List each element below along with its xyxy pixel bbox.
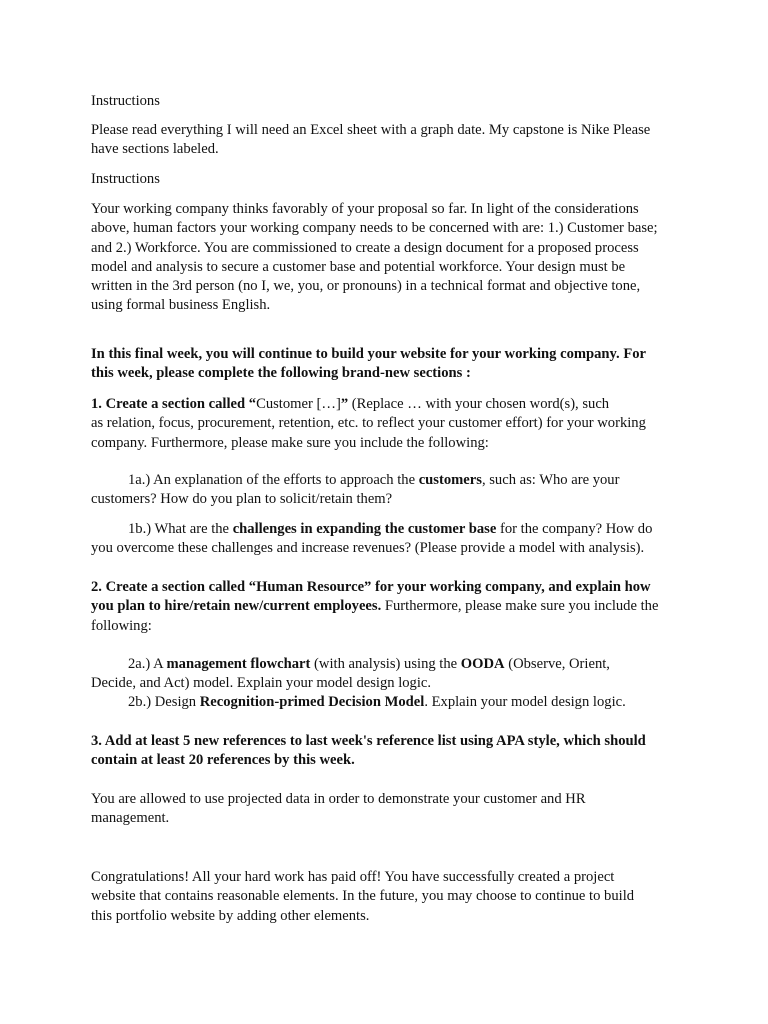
item-2-line-3: following: <box>91 617 152 634</box>
intro-line-2: have sections labeled. <box>91 141 219 158</box>
closing-line: this portfolio website by adding other elements. <box>91 907 370 924</box>
item-2a-bold-2: OODA <box>460 656 505 672</box>
overview-line: and 2.) Workforce. You are commissioned to create a design document for a proposed process <box>91 239 639 256</box>
intro-line-1: Please read everything I will need an Excel sheet with a graph date. My capstone is Nike Please <box>91 122 651 138</box>
closing-line: Congratulations! All your hard work has paid off! You have successfully created a project <box>91 869 615 885</box>
item-1a-bold: customers <box>418 472 482 488</box>
overview-line: using formal business English. <box>91 297 271 314</box>
overview-line: model and analysis to secure a customer base and potential workforce. Your design must be <box>91 258 626 275</box>
item-1-line-2: as relation, focus, procurement, retention, etc. to reflect your customer effort) for your working <box>91 415 646 432</box>
item-1-customer-text: Customer […] <box>256 396 341 412</box>
projected-data-line: management. <box>91 810 170 827</box>
item-1-bold-quote: ” <box>340 396 349 412</box>
item-1a-line-2: customers? How do you plan to solicit/retain them? <box>91 491 393 508</box>
final-week-line: In this final week, you will continue to build your website for your working company. For <box>91 346 647 362</box>
final-week-paragraph <box>91 345 683 384</box>
item-1b-line-2: you overcome these challenges and increase revenues? (Please provide a model with analysis). <box>91 540 645 557</box>
heading-instructions-1: Instructions <box>91 93 160 109</box>
heading-instructions-2: Instructions <box>91 171 160 187</box>
item-2a-bold-1: management flowchart <box>166 656 311 672</box>
item-2a-prefix: 2a.) A <box>128 656 167 672</box>
item-1b-bold: challenges in expanding the customer base <box>232 521 497 537</box>
closing-line: website that contains reasonable elements. In the future, you may choose to continue to build <box>91 888 635 905</box>
overview-paragraph <box>91 200 683 316</box>
item-1a-suffix: , such as: Who are your <box>481 472 620 488</box>
item-2a-middle: (with analysis) using the <box>310 656 461 672</box>
item-2b-bold: Recognition-primed Decision Model <box>199 694 425 710</box>
item-2-paragraph <box>91 578 683 636</box>
intro-paragraph <box>91 121 683 160</box>
closing-paragraph <box>91 868 683 926</box>
item-2-normal-line-2: Furthermore, please make sure you include the <box>381 598 659 615</box>
item-1b-prefix: 1b.) What are the <box>128 521 233 537</box>
item-1a-paragraph <box>91 471 683 510</box>
item-1-paragraph <box>91 395 683 453</box>
item-1b-paragraph <box>91 520 683 559</box>
item-1-bold-start: 1. Create a section called “ <box>91 396 257 412</box>
item-2a-line-2: Decide, and Act) model. Explain your model design logic. <box>91 675 432 692</box>
item-2b-suffix: . Explain your model design logic. <box>424 694 626 710</box>
overview-line: written in the 3rd person (no I, we, you, or pronouns) in a technical format and objective tone, <box>91 278 641 295</box>
item-1a-prefix: 1a.) An explanation of the efforts to approach the <box>128 472 419 488</box>
item-2-bold-line-2: you plan to hire/retain new/current employees. <box>91 598 382 615</box>
item-1-line-3: company. Furthermore, please make sure you include the following: <box>91 434 489 451</box>
projected-data-line: You are allowed to use projected data in order to demonstrate your customer and HR <box>91 791 586 807</box>
overview-line: Your working company thinks favorably of your proposal so far. In light of the considerations <box>91 201 639 217</box>
item-2b-paragraph <box>91 693 683 712</box>
item-1-replace-text: (Replace … with your chosen word(s), such <box>348 396 610 412</box>
projected-data-paragraph <box>91 790 683 829</box>
item-3-line: 3. Add at least 5 new references to last week's reference list using APA style, which should <box>91 733 646 749</box>
item-3-line: contain at least 20 references by this week. <box>91 752 355 769</box>
item-1b-suffix: for the company? How do <box>496 521 653 537</box>
item-2b-prefix: 2b.) Design <box>128 694 200 710</box>
item-2-bold-line-1: 2. Create a section called “Human Resource” for your working company, and explain how <box>91 579 651 595</box>
item-2a-suffix: (Observe, Orient, <box>504 656 610 672</box>
item-3-paragraph <box>91 732 683 771</box>
final-week-line: this week, please complete the following brand-new sections : <box>91 365 471 382</box>
item-2a-paragraph <box>91 655 683 694</box>
overview-line: above, human factors your working company needs to be concerned with are: 1.) Customer base; <box>91 220 658 237</box>
